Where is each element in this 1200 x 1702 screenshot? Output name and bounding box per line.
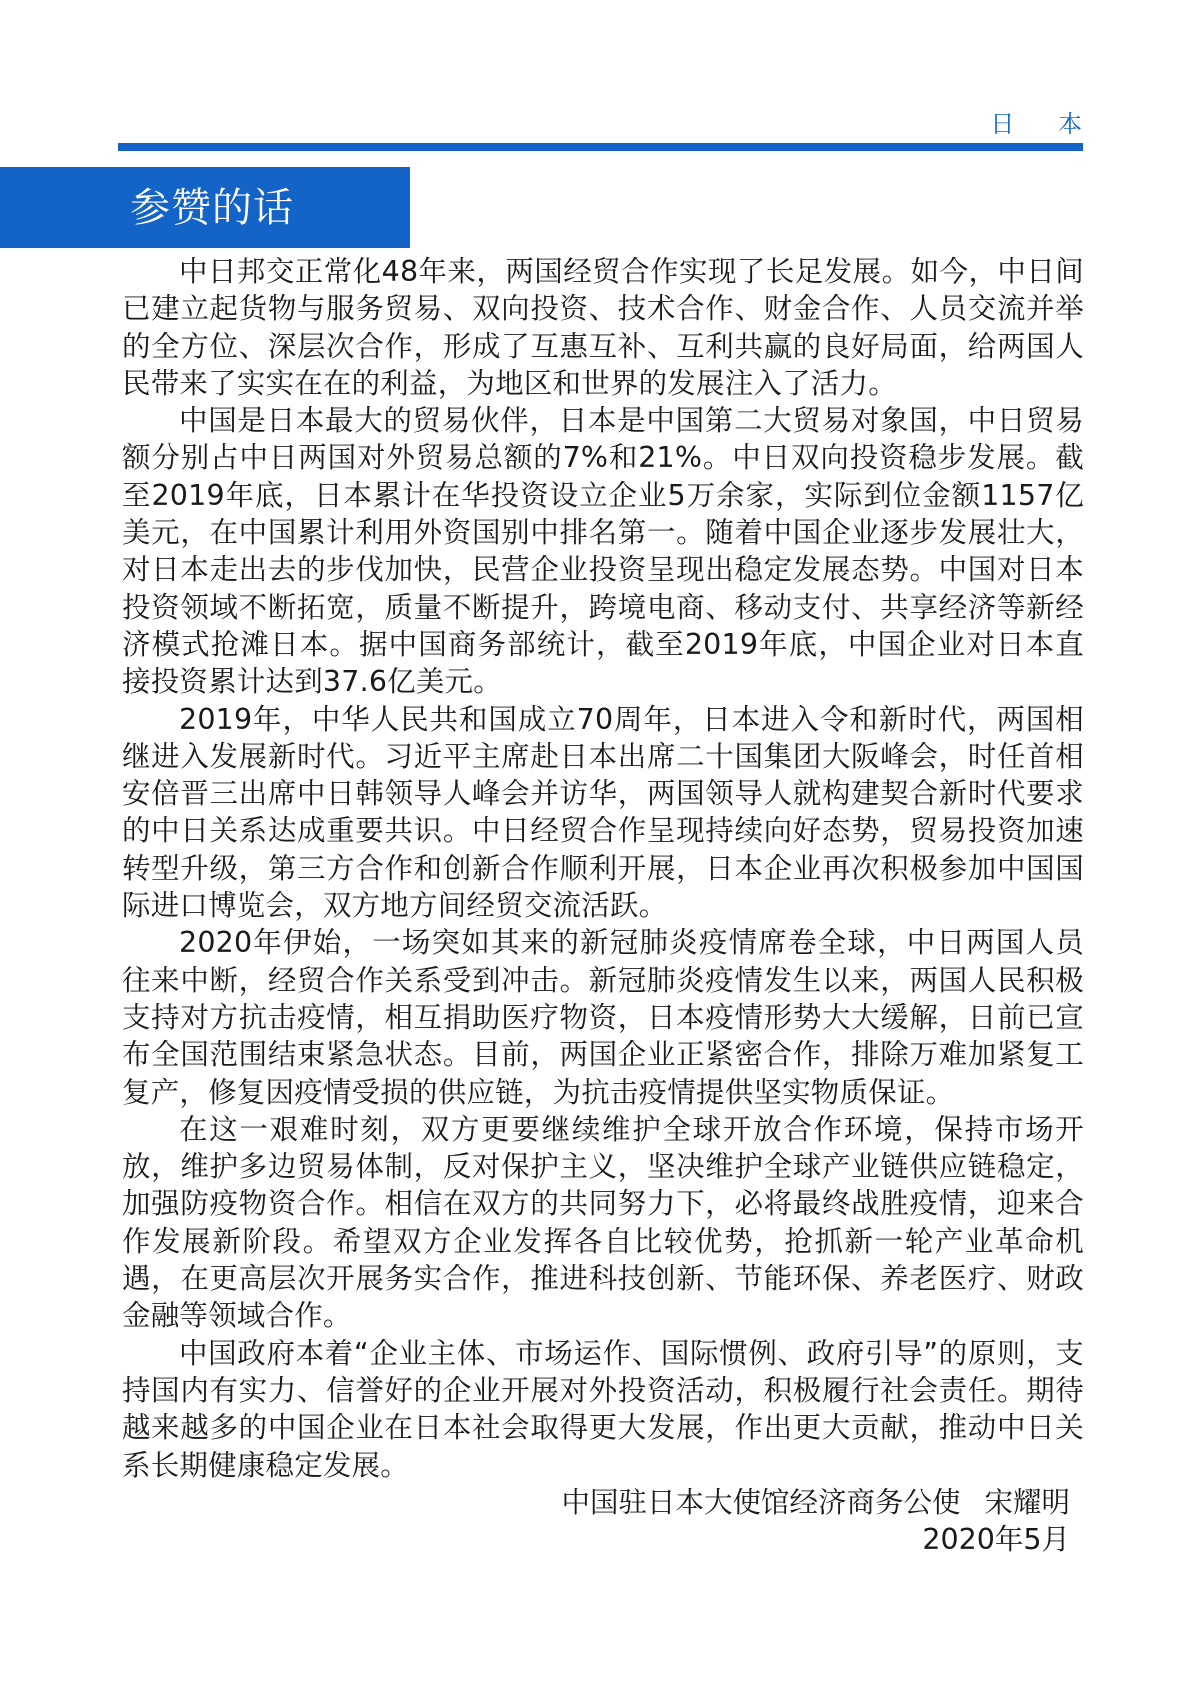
signature-name: 宋耀明 xyxy=(984,1485,1070,1519)
paragraph-1: 中日邦交正常化48年来，两国经贸合作实现了长足发展。如今，中日间已建立起货物与服务贸易、双向投资、技术合作、财金合作、人员交流并举的全方位、深层次合作，形成了互惠互补、互利共赢的良好局面，给两国人民带来了实实在在的利益，为地区和世界的发展注入了活力。 xyxy=(122,255,1084,400)
section-title-banner xyxy=(0,167,410,248)
signature-line xyxy=(122,1484,1084,1521)
paragraph-6: 中国政府本着“企业主体、市场运作、国际惯例、政府引导”的原则，支持国内有实力、信誉好的企业开展对外投资活动，积极履行社会责任。期待越来越多的中国企业在日本社会取得更大发展，作出更大贡献，推动中日关系长期健康稳定发展。 xyxy=(122,1336,1084,1482)
signature-date: 2020年5月 xyxy=(922,1523,1070,1557)
paragraph-2: 中国是日本最大的贸易伙伴，日本是中国第二大贸易对象国，中日贸易额分别占中日两国对外贸易总额的7%和21%。中日双向投资稳步发展。截至2019年底，日本累计在华投资设立企业5万余家，实际到位金额1157亿美元，在中国累计利用外资国别中排名第一。随着中国企业逐步发展壮大，对日本走出去的步伐加快，民营企业投资呈现出稳定发展态势。中国对日本投资领域不断拓宽，质量不断提升，跨境电商、移动支付、共享经济等新经济模式抢滩日本。据中国商务部统计，截至2019年底，中国企业对日本直接投资累计达到37.6亿美元。 xyxy=(122,404,1084,699)
paragraph-5: 在这一艰难时刻，双方更要继续维护全球开放合作环境，保持市场开放，维护多边贸易体制，反对保护主义，坚决维护全球产业链供应链稳定，加强防疫物资合作。相信在双方的共同努力下，必将最终战胜疫情，迎来合作发展新阶段。希望双方企业发挥各自比较优势，抢抓新一轮产业革命机遇，在更高层次开展务实合作，推进科技创新、节能环保、养老医疗、财政金融等领域合作。 xyxy=(122,1112,1084,1333)
section-title: 参赞的话 xyxy=(130,184,294,231)
signature-title: 中国驻日本大使馆经济商务公使 xyxy=(561,1485,961,1519)
running-head-country: 日 本 xyxy=(990,110,1100,138)
article-body xyxy=(122,253,1084,1558)
paragraph-3: 2019年，中华人民共和国成立70周年，日本进入令和新时代，两国相继进入发展新时代。习近平主席赴日本出席二十国集团大阪峰会，时任首相安倍晋三出席中日韩领导人峰会并访华，两国领导人就构建契合新时代要求的中日关系达成重要共识。中日经贸合作呈现持续向好态势，贸易投资加速转型升级，第三方合作和创新合作顺利开展，日本企业再次积极参加中国国际进口博览会，双方地方间经贸交流活跃。 xyxy=(122,702,1084,923)
paragraph-4: 2020年伊始，一场突如其来的新冠肺炎疫情席卷全球，中日两国人员往来中断，经贸合作关系受到冲击。新冠肺炎疫情发生以来，两国人民积极支持对方抗击疫情，相互捐助医疗物资，日本疫情形势大大缓解，日前已宣布全国范围结束紧急状态。目前，两国企业正紧密合作，排除万难加紧复工复产，修复因疫情受损的供应链，为抗击疫情提供坚实物质保证。 xyxy=(122,926,1084,1109)
header-rule-divider xyxy=(118,143,1083,151)
